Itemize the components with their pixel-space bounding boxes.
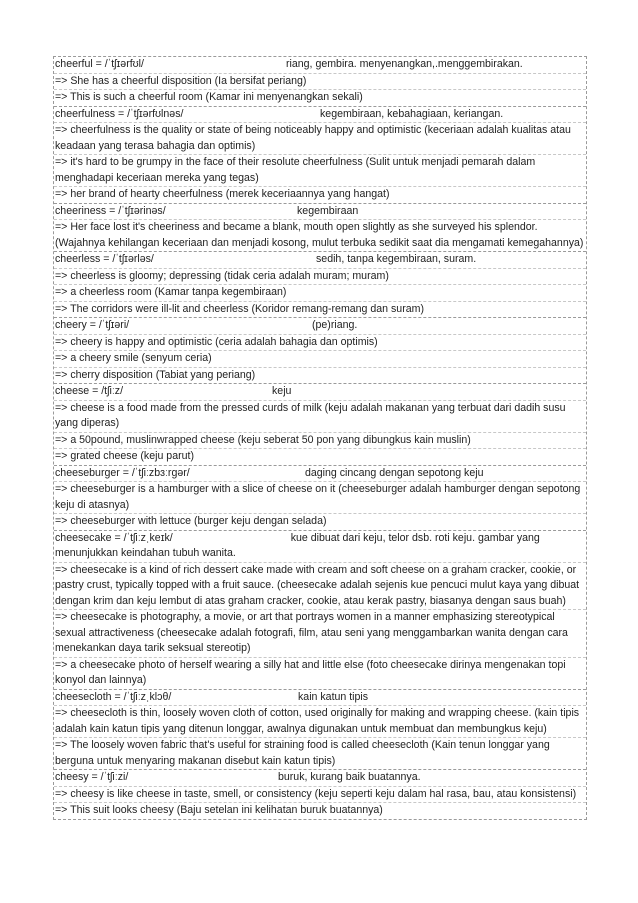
headword-pronunciation: cheeriness = /ˈtʃɪərinəs/ <box>55 204 166 217</box>
dictionary-entry <box>54 466 586 531</box>
dictionary-entry <box>54 531 586 690</box>
example-sentence: => cheeseburger with lettuce (burger keju dengan selada) <box>55 515 327 527</box>
headword-pronunciation: cheery = /ˈtʃɪəri/ <box>55 319 130 331</box>
example-sentence: => cheese is a food made from the pressed curds of milk (keju adalah makanan yang terbuat dari dadih susu yang diperas) <box>54 401 586 433</box>
headword-pronunciation: cheesecake = /ˈtʃiːzˌkeɪk/ <box>55 531 173 544</box>
example-sentence: => grated cheese (keju parut) <box>55 450 194 462</box>
example-sentence: => a cheerless room (Kamar tanpa kegembiraan) <box>54 285 586 302</box>
example-sentence: => cheesy is like cheese in taste, smell, or consistency (keju seperti keju dalam hal rasa, bau, atau konsistensi) <box>54 787 586 804</box>
example-sentence: => cheesecake is a kind of rich dessert cake made with cream and soft cheese on a graham cracker, cookie, or pastry crust, typically topped with a fruit sauce. (cheesecake adalah sejenis kue pencuci mulut kaya yang dibuat dengan krim dan keju lembut di atas graham cracker, cookie, atau kerak pastry, biasanya dengan saus buah) <box>54 563 586 611</box>
entry-headword-row <box>54 384 586 401</box>
headword-meaning: buruk, kurang baik buatannya. <box>278 771 421 783</box>
example-sentence: => She has a cheerful disposition (Ia bersifat periang) <box>54 74 586 91</box>
dictionary-entry <box>54 690 586 771</box>
example-sentence: => Her face lost it's cheeriness and became a blank, mouth open slightly as she surveyed his splendor. (Wajahnya kehilangan keceriaan dan menjadi kosong, mulut terbuka sedikit saat dia mengamati kemegahannya) <box>55 221 584 249</box>
dictionary-entry <box>54 252 586 318</box>
headword-pronunciation: cheerful = /ˈtʃɪərfʊl/ <box>55 58 144 70</box>
example-sentence: => cheesecloth is thin, loosely woven cloth of cotton, used originally for making and wrapping cheese. (kain tipis adalah kain katun tipis yang ditenun longgar, awalnya digunakan untuk membuat dan membungkus keju) <box>54 706 586 738</box>
entry-headword-row <box>54 204 586 221</box>
headword-meaning: riang, gembira. menyenangkan,.menggembirakan. <box>286 58 523 70</box>
headword-meaning: kegembiraan <box>297 204 359 217</box>
example-sentence: => it's hard to be grumpy in the face of their resolute cheerfulness (Sulit untuk menjadi pemarah dalam menghadapi keceriaan mereka yang tegas) <box>54 155 586 187</box>
entry-headword-row <box>54 770 586 787</box>
example-sentence: => cherry disposition (Tabiat yang periang) <box>55 368 256 381</box>
headword-pronunciation: cheese = /tʃiːz/ <box>55 385 124 397</box>
headword-pronunciation: cheeseburger = /ˈtʃiːzbɜːrgər/ <box>55 466 190 479</box>
dictionary-entry <box>54 384 586 466</box>
entry-headword-row <box>54 107 586 124</box>
example-sentence: => cheery is happy and optimistic (ceria adalah bahagia dan optimis) <box>54 335 586 352</box>
entry-headword-row <box>54 318 586 335</box>
entry-headword-row <box>54 690 586 707</box>
dictionary-page <box>53 56 587 820</box>
example-sentence: => a 50pound, muslinwrapped cheese (keju seberat 50 pon yang dibungkus kain muslin) <box>54 433 586 450</box>
headword-pronunciation: cheesecloth = /ˈtʃiːzˌklɔθ/ <box>55 690 172 703</box>
dictionary-entry <box>54 770 586 819</box>
dictionary-entry <box>54 318 586 384</box>
example-sentence: => The loosely woven fabric that's useful for straining food is called cheesecloth (Kain tenun longgar yang berguna untuk menyaring makanan disebut kain katun tipis) <box>55 739 550 767</box>
example-sentence: => cheerless is gloomy; depressing (tidak ceria adalah muram; muram) <box>54 269 586 286</box>
headword-pronunciation: cheerfulness = /ˈtʃɪərfʊlnəs/ <box>55 107 184 120</box>
dictionary-entry <box>54 204 586 253</box>
example-sentence: => a cheery smile (senyum ceria) <box>54 351 586 368</box>
example-sentence: => This is such a cheerful room (Kamar ini menyenangkan sekali) <box>55 91 363 103</box>
example-sentence: => This suit looks cheesy (Baju setelan ini kelihatan buruk buatannya) <box>55 804 383 816</box>
entry-headword-row <box>54 466 586 483</box>
example-sentence: => her brand of hearty cheerfulness (merek keceriaannya yang hangat) <box>55 188 390 200</box>
headword-pronunciation: cheesy = /ˈtʃiːzi/ <box>55 771 129 783</box>
entry-headword-row <box>54 252 586 269</box>
headword-meaning: kue dibuat dari keju, telor dsb. roti keju. gambar yang menunjukkan keindahan tubuh wanita. <box>55 531 540 559</box>
dictionary-entry <box>54 107 586 204</box>
headword-meaning: kegembiraan, kebahagiaan, keriangan. <box>320 107 504 120</box>
entry-headword-row <box>54 57 586 74</box>
example-sentence: => cheesecake is photography, a movie, or art that portrays women in a manner emphasizing stereotypical sexual attractiveness (cheesecake adalah fotografi, film, atau seni yang menggambarkan wanita dengan cara menekankan daya tarik seksual stereotip) <box>54 610 586 658</box>
headword-meaning: keju <box>272 385 292 397</box>
headword-meaning: sedih, tanpa kegembiraan, suram. <box>316 253 477 265</box>
example-sentence: => The corridors were ill-lit and cheerless (Koridor remang-remang dan suram) <box>55 302 424 315</box>
dictionary-entry <box>54 57 586 107</box>
example-sentence: => cheeseburger is a hamburger with a slice of cheese on it (cheeseburger adalah hamburger dengan sepotong keju di atasnya) <box>54 482 586 514</box>
headword-meaning: daging cincang dengan sepotong keju <box>305 466 484 479</box>
entry-headword-row <box>54 531 586 563</box>
headword-meaning: (pe)riang. <box>312 319 358 331</box>
example-sentence: => cheerfulness is the quality or state of being noticeably happy and optimistic (keceriaan adalah kualitas atau keadaan yang terasa bahagia dan optimis) <box>54 123 586 155</box>
headword-meaning: kain katun tipis <box>298 690 369 703</box>
example-sentence: => a cheesecake photo of herself wearing a silly hat and little else (foto cheesecake dirinya mengenakan topi konyol dan lainnya) <box>55 658 566 686</box>
headword-pronunciation: cheerless = /ˈtʃɪərləs/ <box>55 253 154 265</box>
